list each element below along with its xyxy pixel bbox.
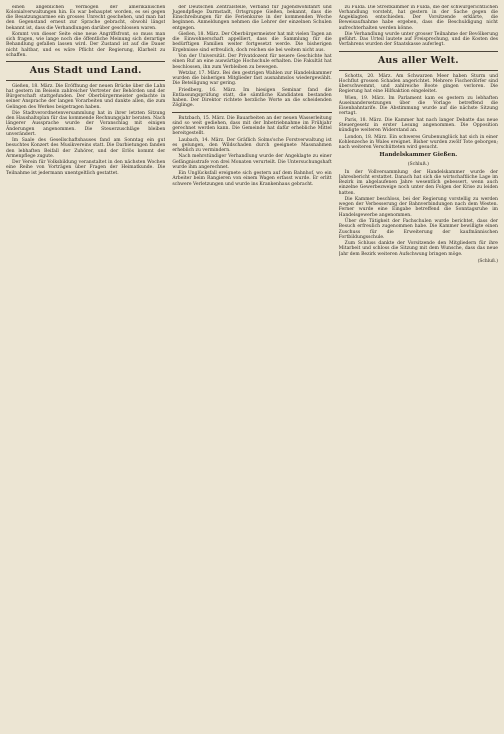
section-rule <box>6 61 165 62</box>
paragraph: Schotts, 20. März. Am Schwarzen Meer haben Sturm und Hochflut grossen Schaden angerichtet. Mehrere Fischerdörfer sind überschwemmt, und zahlreiche Boote gingen verloren. Die Regierung hat eine Hilfsaktion eingeleitet. <box>338 73 498 95</box>
signoff: (Schluß.) <box>477 258 498 264</box>
paragraph: Paris, 18. März. Die Kammer hat nach langer Debatte das neue Steuergesetz in erster Lesung angenommen. Die Opposition kündigte weiteren Widerstand an. <box>338 117 498 133</box>
column-3 <box>339 5 498 724</box>
subheading-note: (Schluß.) <box>407 162 429 167</box>
section-heading-world-news: Aus aller Welt. <box>377 54 459 66</box>
paragraph: Gießen, 18. März. Die Eröffnung der neuen Brücke über die Lahn hat gestern im Beisein zahlreicher Vertreter der Behörden und der Bürgerschaft stattgefunden. Der Oberbürgermeister gedachte in seiner Ansprache der langen Vorarbeiten und dankte allen, die zum Gelingen des Werkes beigetragen haben. <box>6 83 166 110</box>
section-rule <box>339 51 498 52</box>
paragraph: Gießen, 18. März. Der Oberbürgermeister hat mit vielen Tagen an die Einwohnerschaft appelliert, dass die Sammlung für die bedürftigen Familien weiter fortgesetzt werde. Die bisherigen Ergebnisse sind erfreulich, doch reichen sie bei weitem nicht aus. <box>172 32 332 53</box>
paragraph: Kommt von dieser Seite eine neue Angriffsfront, so muss man sich fragen, wie lange noch die öffentliche Meinung sich derartige Behandlung gefallen lassen wird. Der Zustand ist auf die Dauer nicht haltbar, und es wäre Pflicht der Regierung, Klarheit zu schaffen. <box>6 32 166 58</box>
paragraph: Über die Tätigkeit der Fachschulen wurde berichtet, dass der Besuch erfreulich zugenommen habe. Die Kammer bewilligte einen Zuschuss für die Erweiterung der kaufmännischen Fortbildungsschule. <box>338 219 498 240</box>
section-rule <box>339 70 498 71</box>
paragraph: der Deutschen Zentralstelle, Verband für Jugendwohlfahrt und Jugendpflege Darmstadt, Ortsgruppe Gießen, bekannt, dass die Einschreibungen für die Ferienkurse in der kommenden Woche beginnen. Anmeldungen nehmen die Lehrer der einzelnen Schulen entgegen. <box>172 5 332 31</box>
paragraph: Im Saale des Gesellschaftshauses fand am Sonntag ein gut besuchtes Konzert des Musikvereins statt. Die Darbietungen fanden den lebhaften Beifall der Zuhörer, und der Erlös kommt der Armenpflege zugute. <box>6 138 166 159</box>
column-container <box>6 5 498 724</box>
paragraph: Friedberg, 16. März. Im hiesigen Seminar fand die Entlassungsprüfung statt, die sämtliche Kandidaten bestanden haben. Der Direktor richtete herzliche Worte an die scheidenden Zöglinge. <box>172 87 332 109</box>
paragraph: Zum Schluss dankte der Vorsitzende den Mitgliedern für ihre Mitarbeit und schloss die Sitzung mit dem Wunsche, dass das neue Jahr dem Bezirk weiteren Aufschwung bringen möge. <box>338 241 498 257</box>
column-2 <box>172 5 331 724</box>
paragraph: London, 18. März. Ein schweres Grubenunglück hat sich in einer Kohlenzeche in Wales ereignet. Bisher wurden zwölf Tote geborgen; nach weiteren Verschütteten wird gesucht. <box>338 134 498 150</box>
subheading-chamber-of-commerce: Handelskammer Gießen. <box>379 152 458 158</box>
paragraph: Butzbach, 15. März. Die Bauarbeiten an der neuen Wasserleitung sind so weit gediehen, dass mit der Inbetriebnahme im Frühjahr gerechnet werden kann. Die Gemeinde hat dafür erhebliche Mittel bereitgestellt. <box>172 115 332 136</box>
paragraph: einen angeblichen Vermögen der amerikanischen Kolonialverwaltungen hin. Es war behauptet worden, es sei gegen die Besatzungsarmee ein grosses Unrecht geschehen, und man hat den Gegenstand erneut zur Sprache gebracht, obwohl längst bekannt ist, dass die Verhandlungen darüber geschlossen waren. <box>6 5 166 31</box>
section-heading-local-news: Aus Stadt und Land. <box>29 64 142 76</box>
paragraph: Nach mehrstündiger Verhandlung wurde der Angeklagte zu einer Gefängnisstrafe von drei Monaten verurteilt. Die Untersuchungshaft wurde ihm angerechnet. <box>172 154 332 170</box>
paragraph: Die Verhandlung wurde unter grosser Teilnahme der Bevölkerung geführt. Das Urteil lautete auf Freisprechung, und die Kosten des Verfahrens wurden der Staatskasse auferlegt. <box>338 32 498 48</box>
column-1 <box>6 5 165 724</box>
paragraph: zu Fulda. Die Streitkammer in Fulda, die der schwurgerichtlichen Verhandlung vorsteht, hat gestern in der Sache gegen die Angeklagten entschieden. Der Vorsitzende erklärte, die Beweisaufnahme habe ergeben, dass die Beschuldigung nicht aufrechterhalten werden könne. <box>338 5 498 31</box>
section-rule <box>6 80 165 81</box>
paragraph: Die Stadtverordnetenversammlung hat in ihrer letzten Sitzung den Haushaltsplan für das kommende Rechnungsjahr beraten. Nach längerer Aussprache wurde der Voranschlag mit einigen Änderungen angenommen. Die Steuerzuschläge bleiben unverändert. <box>6 111 166 137</box>
paragraph: Der Verein für Volksbildung veranstaltet in den nächsten Wochen eine Reihe von Vorträgen über Fragen der Heimatkunde. Die Teilnahme ist jedermann unentgeltlich gestattet. <box>6 160 166 176</box>
column-rule <box>172 112 331 113</box>
paragraph: Wetzlar, 17. März. Bei den gestrigen Wahlen zur Handelskammer wurden die bisherigen Mitglieder fast ausnahmslos wiedergewählt. Die Beteiligung war gering. <box>172 71 332 87</box>
paragraph: Die Kammer beschloss, bei der Regierung vorstellig zu werden wegen der Verbesserung der Bahnverbindungen nach dem Westen. Ferner wurde eine Eingabe betreffend die Sonntagsruhe im Handelsgewerbe angenommen. <box>338 197 498 218</box>
paragraph: In der Vollversammlung der Handelskammer wurde der Jahresbericht erstattet. Danach hat sich die wirtschaftliche Lage im Bezirk im abgelaufenen Jahre wesentlich gebessert, wenn auch einzelne Gewerbezweige noch unter den Folgen der Krise zu leiden hatten. <box>338 170 498 196</box>
paragraph: Von der Universität. Der Privatdozent für neuere Geschichte hat einen Ruf an eine auswärtige Hochschule erhalten. Die Fakultät hat beschlossen, ihn zum Verbleiben zu bewegen. <box>172 54 332 70</box>
paragraph: Laubach, 14. März. Der Gräflich Solms'sche Forstverwaltung ist es gelungen, den Wildschaden durch geeignete Massnahmen erheblich zu vermindern. <box>172 137 332 153</box>
newspaper-page <box>6 5 498 724</box>
paragraph: Ein Unglücksfall ereignete sich gestern auf dem Bahnhof, wo ein Arbeiter beim Rangieren von einem Wagen erfasst wurde. Er erlitt schwere Verletzungen und wurde ins Krankenhaus gebracht. <box>172 171 332 187</box>
paragraph: Wien, 19. März. Im Parlament kam es gestern zu lebhaften Auseinandersetzungen über die Vorlage betreffend die Eisenbahntarife. Die Abstimmung wurde auf die nächste Sitzung vertagt. <box>338 95 498 117</box>
